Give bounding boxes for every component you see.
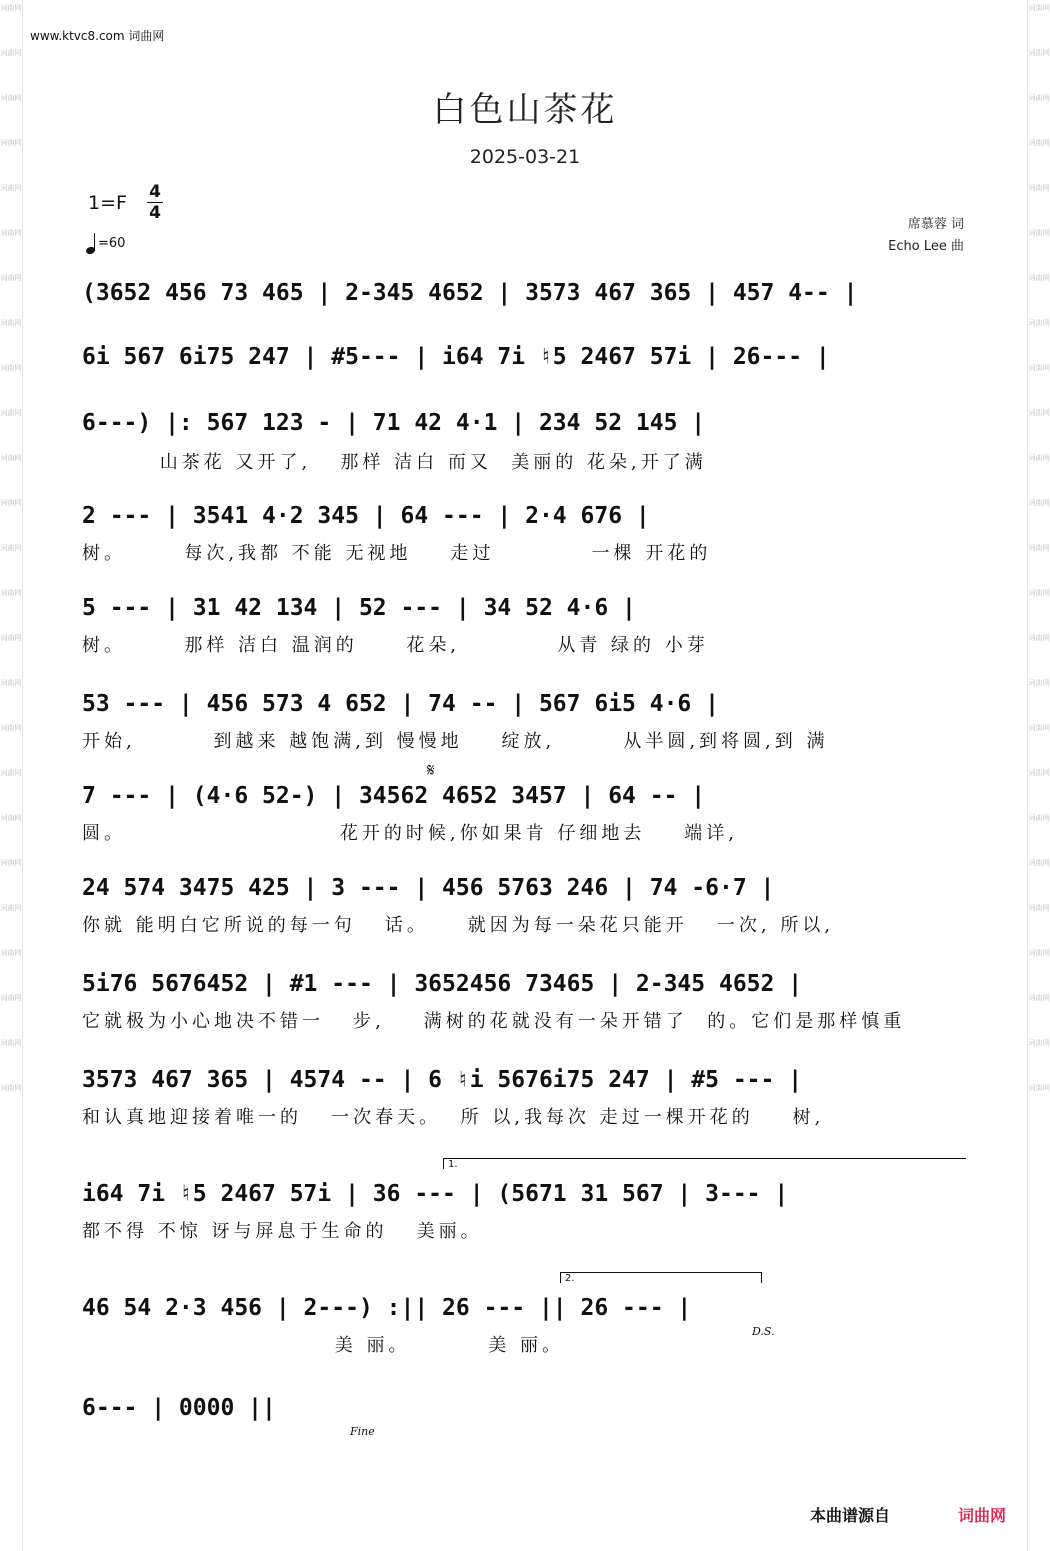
time-signature-top: 4 — [147, 182, 163, 203]
watermark-text: 词曲网 — [1028, 949, 1050, 957]
left-watermark-strip — [0, 0, 23, 1551]
watermark-text: 词曲网 — [1028, 364, 1050, 372]
watermark-text: 词曲网 — [0, 364, 22, 372]
watermark-text: 词曲网 — [0, 319, 22, 327]
watermark-text: 词曲网 — [0, 4, 22, 12]
lyric-row-8: 你就 能明白它所说的每一句 话。 就因为每一朵花只能开 一次, 所以, — [82, 915, 835, 936]
volta-2-label: 2. — [565, 1273, 575, 1284]
score-row-10: 3573 467 365 | 4574 -- | 6 ♮i 5676i75 247 | #5 --- | — [82, 1067, 803, 1093]
score-row-6: 53 --- | 456 573 4 652 | 74 -- | 567 6i5 4·6 | — [82, 691, 719, 717]
watermark-text: 词曲网 — [1028, 274, 1050, 282]
lyricist: 席慕蓉 词 — [907, 217, 964, 232]
lyric-row-5: 树。 那样 洁白 温润的 花朵, 从青 绿的 小芽 — [82, 635, 709, 656]
credits — [888, 214, 964, 258]
watermark-text: 词曲网 — [0, 544, 22, 552]
watermark-text: 词曲网 — [0, 274, 22, 282]
watermark-text: 词曲网 — [0, 229, 22, 237]
watermark-text: 词曲网 — [0, 949, 22, 957]
volta-bracket-2 — [560, 1272, 762, 1283]
score-row-7: 7 --- | (4·6 52-) | 34562 4652 3457 | 64 -- | — [82, 783, 706, 809]
watermark-text: 词曲网 — [0, 94, 22, 102]
lyric-row-6: 开始, 到越来 越饱满,到 慢慢地 绽放, 从半圆,到将圆,到 满 — [82, 731, 829, 752]
watermark-text: 词曲网 — [1028, 544, 1050, 552]
watermark-text: 词曲网 — [0, 139, 22, 147]
watermark-text: 词曲网 — [0, 679, 22, 687]
watermark-text: 词曲网 — [1028, 769, 1050, 777]
time-signature-bottom: 4 — [149, 203, 161, 223]
key-signature: 1=F — [88, 192, 127, 214]
lyric-row-11: 都不得 不惊 讶与屏息于生命的 美丽。 — [82, 1221, 483, 1242]
lyric-row-10: 和认真地迎接着唯一的 一次春天。 所 以,我每次 走过一棵开花的 树, — [82, 1107, 825, 1128]
fine-marking: Fine — [350, 1425, 375, 1438]
lyric-row-12: 美 丽。 美 丽。 — [82, 1335, 564, 1356]
watermark-text: 词曲网 — [1028, 724, 1050, 732]
score-row-13: 6--- | 0000 || — [82, 1395, 276, 1421]
watermark-text: 词曲网 — [0, 904, 22, 912]
watermark-text: 词曲网 — [1028, 229, 1050, 237]
watermark-text: 词曲网 — [1028, 904, 1050, 912]
time-signature — [147, 182, 163, 223]
lyric-row-3: 山茶花 又开了, 那样 洁白 而又 美丽的 花朵,开了满 — [82, 452, 707, 473]
watermark-text: 词曲网 — [1028, 679, 1050, 687]
watermark-text: 词曲网 — [1028, 634, 1050, 642]
lyric-row-7: 圆。 花开的时候,你如果肯 仔细地去 端详, — [82, 823, 738, 844]
site-url: www.ktvc8.com 词曲网 — [30, 29, 165, 43]
segno-icon: 𝄋 — [427, 760, 435, 781]
score-row-4: 2 --- | 3541 4·2 345 | 64 --- | 2·4 676 | — [82, 503, 650, 529]
footer-brand: 词曲网 — [958, 1506, 1007, 1525]
watermark-text: 词曲网 — [0, 769, 22, 777]
watermark-text: 词曲网 — [0, 634, 22, 642]
score-row-11: i64 7i ♮5 2467 57i | 36 --- | (5671 31 567 | 3--- | — [82, 1181, 789, 1207]
watermark-text: 词曲网 — [1028, 94, 1050, 102]
score-row-8: 24 574 3475 425 | 3 --- | 456 5763 246 | 74 -6·7 | — [82, 875, 775, 901]
ds-marking: D.S. — [752, 1325, 775, 1338]
composer: Echo Lee 曲 — [888, 239, 964, 254]
score-row-3: 6---) |: 567 123 - | 71 42 4·1 | 234 52 145 | — [82, 410, 706, 436]
score-row-2: 6i 567 6i75 247 | #5--- | i64 7i ♮5 2467 57i | 26--- | — [82, 344, 830, 370]
watermark-text: 词曲网 — [0, 589, 22, 597]
volta-1-label: 1. — [448, 1159, 458, 1170]
watermark-text: 词曲网 — [1028, 589, 1050, 597]
watermark-text: 词曲网 — [0, 724, 22, 732]
score-row-12: 46 54 2·3 456 | 2---) :|| 26 --- || 26 --- | — [82, 1295, 692, 1321]
watermark-text: 词曲网 — [1028, 4, 1050, 12]
watermark-text: 词曲网 — [1028, 319, 1050, 327]
lyric-row-9: 它就极为小心地决不错一 步, 满树的花就没有一朵开错了 的。它们是那样慎重 — [82, 1011, 906, 1032]
watermark-text: 词曲网 — [0, 499, 22, 507]
watermark-text: 词曲网 — [0, 1084, 22, 1092]
watermark-text: 词曲网 — [0, 994, 22, 1002]
quarter-note-icon — [86, 232, 95, 254]
watermark-text: 词曲网 — [1028, 139, 1050, 147]
watermark-text: 词曲网 — [1028, 49, 1050, 57]
watermark-text: 词曲网 — [1028, 454, 1050, 462]
watermark-text: 词曲网 — [1028, 409, 1050, 417]
lyric-row-4: 树。 每次,我都 不能 无视地 走过 一棵 开花的 — [82, 543, 712, 564]
song-title: 白色山茶花 — [432, 90, 618, 130]
tempo-marking — [86, 232, 125, 254]
score-row-5: 5 --- | 31 42 134 | 52 --- | 34 52 4·6 | — [82, 595, 636, 621]
watermark-text: 词曲网 — [0, 1039, 22, 1047]
watermark-text: 词曲网 — [0, 859, 22, 867]
watermark-text: 词曲网 — [0, 49, 22, 57]
watermark-text: 词曲网 — [0, 184, 22, 192]
watermark-text: 词曲网 — [1028, 1084, 1050, 1092]
right-watermark-strip — [1027, 0, 1050, 1551]
watermark-text: 词曲网 — [1028, 859, 1050, 867]
watermark-text: 词曲网 — [1028, 1039, 1050, 1047]
song-date: 2025-03-21 — [469, 146, 581, 168]
watermark-text: 词曲网 — [0, 409, 22, 417]
watermark-text: 词曲网 — [1028, 814, 1050, 822]
watermark-text: 词曲网 — [0, 454, 22, 462]
watermark-text: 词曲网 — [0, 814, 22, 822]
score-row-1: (3652 456 73 465 | 2-345 4652 | 3573 467 365 | 457 4-- | — [82, 280, 858, 306]
watermark-text: 词曲网 — [1028, 499, 1050, 507]
watermark-text: 词曲网 — [1028, 184, 1050, 192]
volta-bracket-1 — [443, 1158, 966, 1169]
score-row-9: 5i76 5676452 | #1 --- | 3652456 73465 | 2-345 4652 | — [82, 971, 803, 997]
tempo-value: =60 — [98, 235, 126, 251]
footer-source-label: 本曲谱源自 — [810, 1506, 891, 1525]
watermark-text: 词曲网 — [1028, 994, 1050, 1002]
